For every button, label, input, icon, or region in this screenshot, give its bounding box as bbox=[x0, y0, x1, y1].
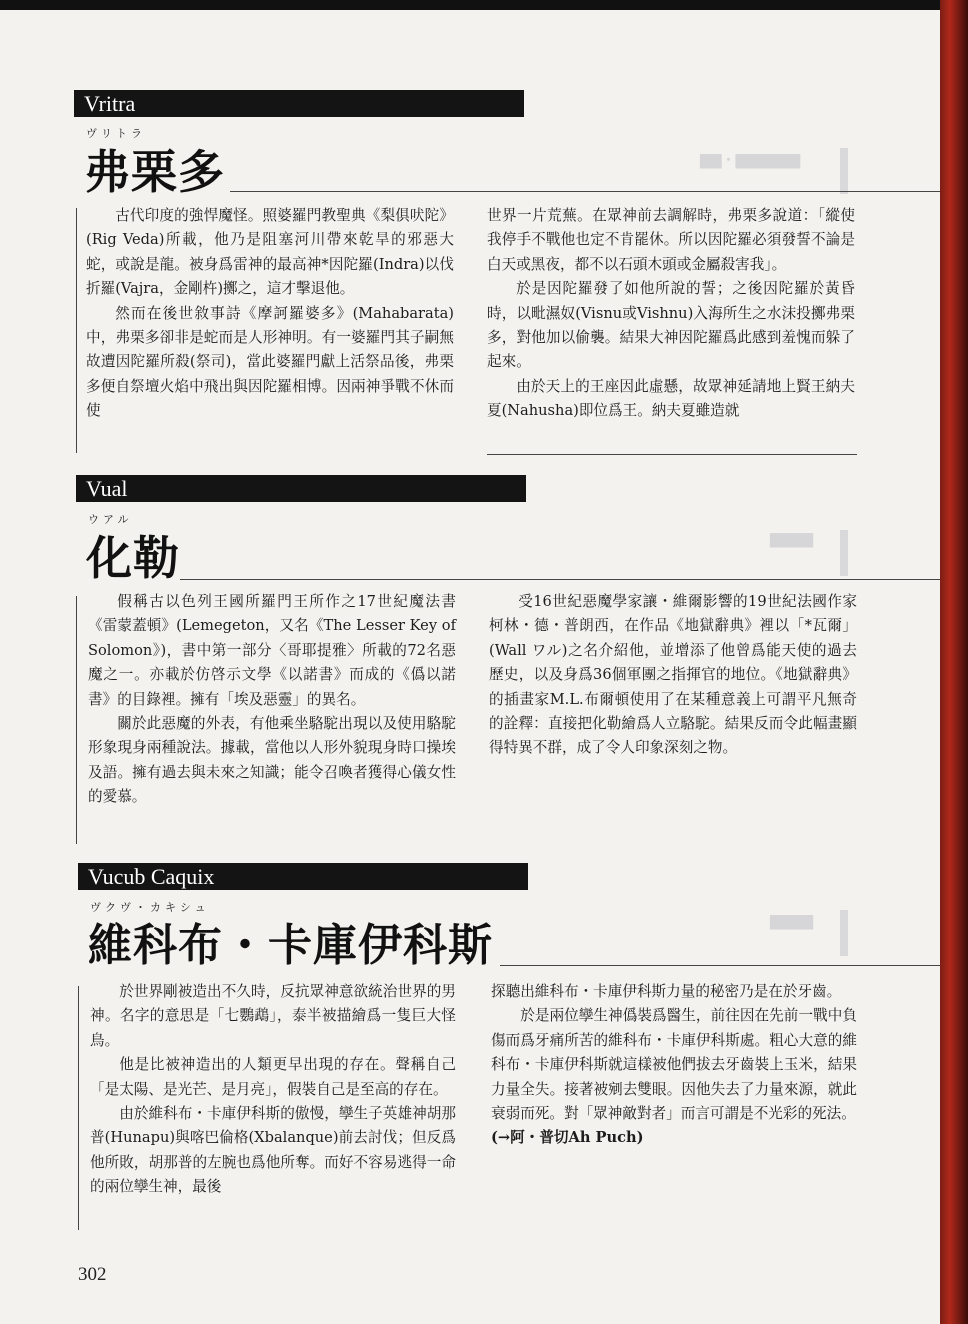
entry-reading-vucub-caquix: ヴクヴ・カキシュ bbox=[90, 901, 210, 914]
paragraph: 然而在後世敘事詩《摩訶羅婆多》(Mahabarata)中，弗栗多卻非是蛇而是人形神明。有一婆羅門其子嗣無故遭因陀羅所殺(祭司)，當此婆羅門獻上活祭品後，弗栗多便自祭壇火焰中飛出與因陀羅相博。因兩神爭戰不休而使 bbox=[86, 304, 454, 420]
bleed-through-mark bbox=[840, 910, 848, 956]
book-page bbox=[0, 10, 940, 1324]
paragraph: 探聽出維科布・卡庫伊科斯力量的秘密乃是在於牙齒。 bbox=[491, 983, 842, 1000]
paragraph: 受16世紀惡魔學家讓・維爾影響的19世紀法國作家柯林・德・普朗西，在作品《地獄辭典》裡以「*瓦爾」(Wall ワル)之名介紹他，並增添了他曾爲能天使的過去歷史，以及身爲36個軍團之指揮官的地位。《地獄辭典》的插畫家M.L.布爾頓使用了在某種意義上可謂平凡無奇的詮釋：直接把化勒繪爲人立駱駝。結果反而令此幅畫顯得特異不群，成了令人印象深刻之物。 bbox=[489, 593, 857, 757]
paragraph: 他是比被神造出的人類更早出現的存在。聲稱自己「是太陽、是光芒、是月亮」，假裝自己是至高的存在。 bbox=[90, 1056, 456, 1098]
book-edge bbox=[940, 0, 968, 1324]
bleed-through-mark bbox=[840, 148, 848, 194]
entry-title-vucub-caquix: 維科布・卡庫伊科斯 bbox=[88, 920, 493, 971]
paragraph: 假稱古以色列王國所羅門王所作之17世紀魔法書《雷蒙蓋頓》(Lemegeton，又名《The Lesser Key of Solomon》)，書中第一部分〈哥耶提雅〉所載的72名惡魔之一。亦載於仿啓示文學《以諾書》而成的《僞以諾書》的目錄裡。擁有「埃及惡靈」的異名。 bbox=[88, 593, 456, 708]
entry-body-right-vual bbox=[489, 590, 857, 761]
margin-rule bbox=[78, 986, 79, 1230]
section-rule bbox=[230, 191, 940, 192]
bleed-through-mark: ▇▇・▇▇▇▇▇▇ bbox=[700, 153, 801, 169]
entry-body-left-vual bbox=[88, 590, 456, 810]
entry-banner-vucub-caquix: Vucub Caquix bbox=[78, 863, 528, 890]
paragraph: 由於維科布・卡庫伊科斯的傲慢，孿生子英雄神胡那普(Hunapu)與喀巴倫格(Xbalanque)前去討伐；但反爲他所敗，胡那普的左腕也爲他所奪。而好不容易逃得一命的兩位孿生神，最後 bbox=[90, 1105, 456, 1196]
entry-body-right-vritra bbox=[487, 204, 855, 424]
margin-rule bbox=[76, 596, 77, 844]
bleed-through-mark: ▇▇▇▇ bbox=[770, 914, 814, 930]
entry-body-left-vritra bbox=[86, 204, 454, 424]
scan-top-border bbox=[0, 0, 968, 10]
paragraph: 於是兩位孿生神僞裝爲醫生，前往因在先前一戰中負傷而爲牙痛所苦的維科布・卡庫伊科斯處。粗心大意的維科布・卡庫伊科斯就這樣被他們拔去牙齒裝上玉米，結果力量全失。接著被剜去雙眼。因他失去了力量來源，就此衰弱而死。對「眾神敵對者」而言可謂是不光彩的死法。 bbox=[491, 1007, 857, 1123]
entry-banner-vual: Vual bbox=[76, 475, 526, 502]
entry-body-left-vucub-caquix bbox=[90, 980, 456, 1200]
section-rule bbox=[487, 454, 857, 455]
section-rule bbox=[500, 965, 940, 966]
section-rule bbox=[180, 579, 940, 580]
entry-reading-vritra: ヴリトラ bbox=[86, 127, 146, 140]
margin-rule bbox=[76, 208, 77, 453]
entry-body-right-vucub-caquix bbox=[491, 980, 857, 1151]
paragraph: 關於此惡魔的外表，有他乘坐駱駝出現以及使用駱駝形象現身兩種說法。據載，當他以人形外貌現身時口操埃及語。擁有過去與未來之知識；能令召喚者獲得心儀女性的愛慕。 bbox=[88, 715, 456, 806]
paragraph: 由於天上的王座因此虛懸，故眾神延請地上賢王納夫夏(Nahusha)即位爲王。納夫夏雖造就 bbox=[487, 377, 855, 420]
paragraph: 古代印度的強悍魔怪。照婆羅門教聖典《梨俱吠陀》(Rig Veda)所載，他乃是阻塞河川帶來乾旱的邪惡大蛇，或說是龍。被身爲雷神的最高神*因陀羅(Indra)以伐折羅(Vajra，金剛杵)擲之，這才擊退他。 bbox=[86, 207, 454, 298]
bleed-through-mark bbox=[840, 530, 848, 576]
paragraph: 世界一片荒蕪。在眾神前去調解時，弗栗多說道：「縱使我停手不戰他也定不肯罷休。所以因陀羅必須發誓不論是白天或黑夜，都不以石頭木頭或金屬殺害我」。 bbox=[487, 207, 855, 273]
entry-reading-vual: ウアル bbox=[88, 513, 133, 526]
paragraph: 於世界剛被造出不久時，反抗眾神意欲統治世界的男神。名字的意思是「七鸚鵡」，泰半被描繪爲一隻巨大怪鳥。 bbox=[90, 983, 456, 1049]
entry-title-vual: 化勒 bbox=[86, 531, 180, 585]
paragraph: 於是因陀羅發了如他所說的誓；之後因陀羅於黃昏時，以毗濕奴(Visnu或Vishnu)入海所生之水沫投擲弗栗多，對他加以偷襲。結果大神因陀羅爲此感到羞愧而躲了起來。 bbox=[487, 280, 855, 371]
page-number: 302 bbox=[78, 1264, 107, 1285]
bleed-through-mark: ▇▇▇▇ bbox=[770, 532, 814, 548]
entry-banner-vritra: Vritra bbox=[74, 90, 524, 117]
entry-title-vritra: 弗栗多 bbox=[84, 145, 225, 199]
cross-reference: (→阿・普切Ah Puch) bbox=[491, 1129, 644, 1147]
